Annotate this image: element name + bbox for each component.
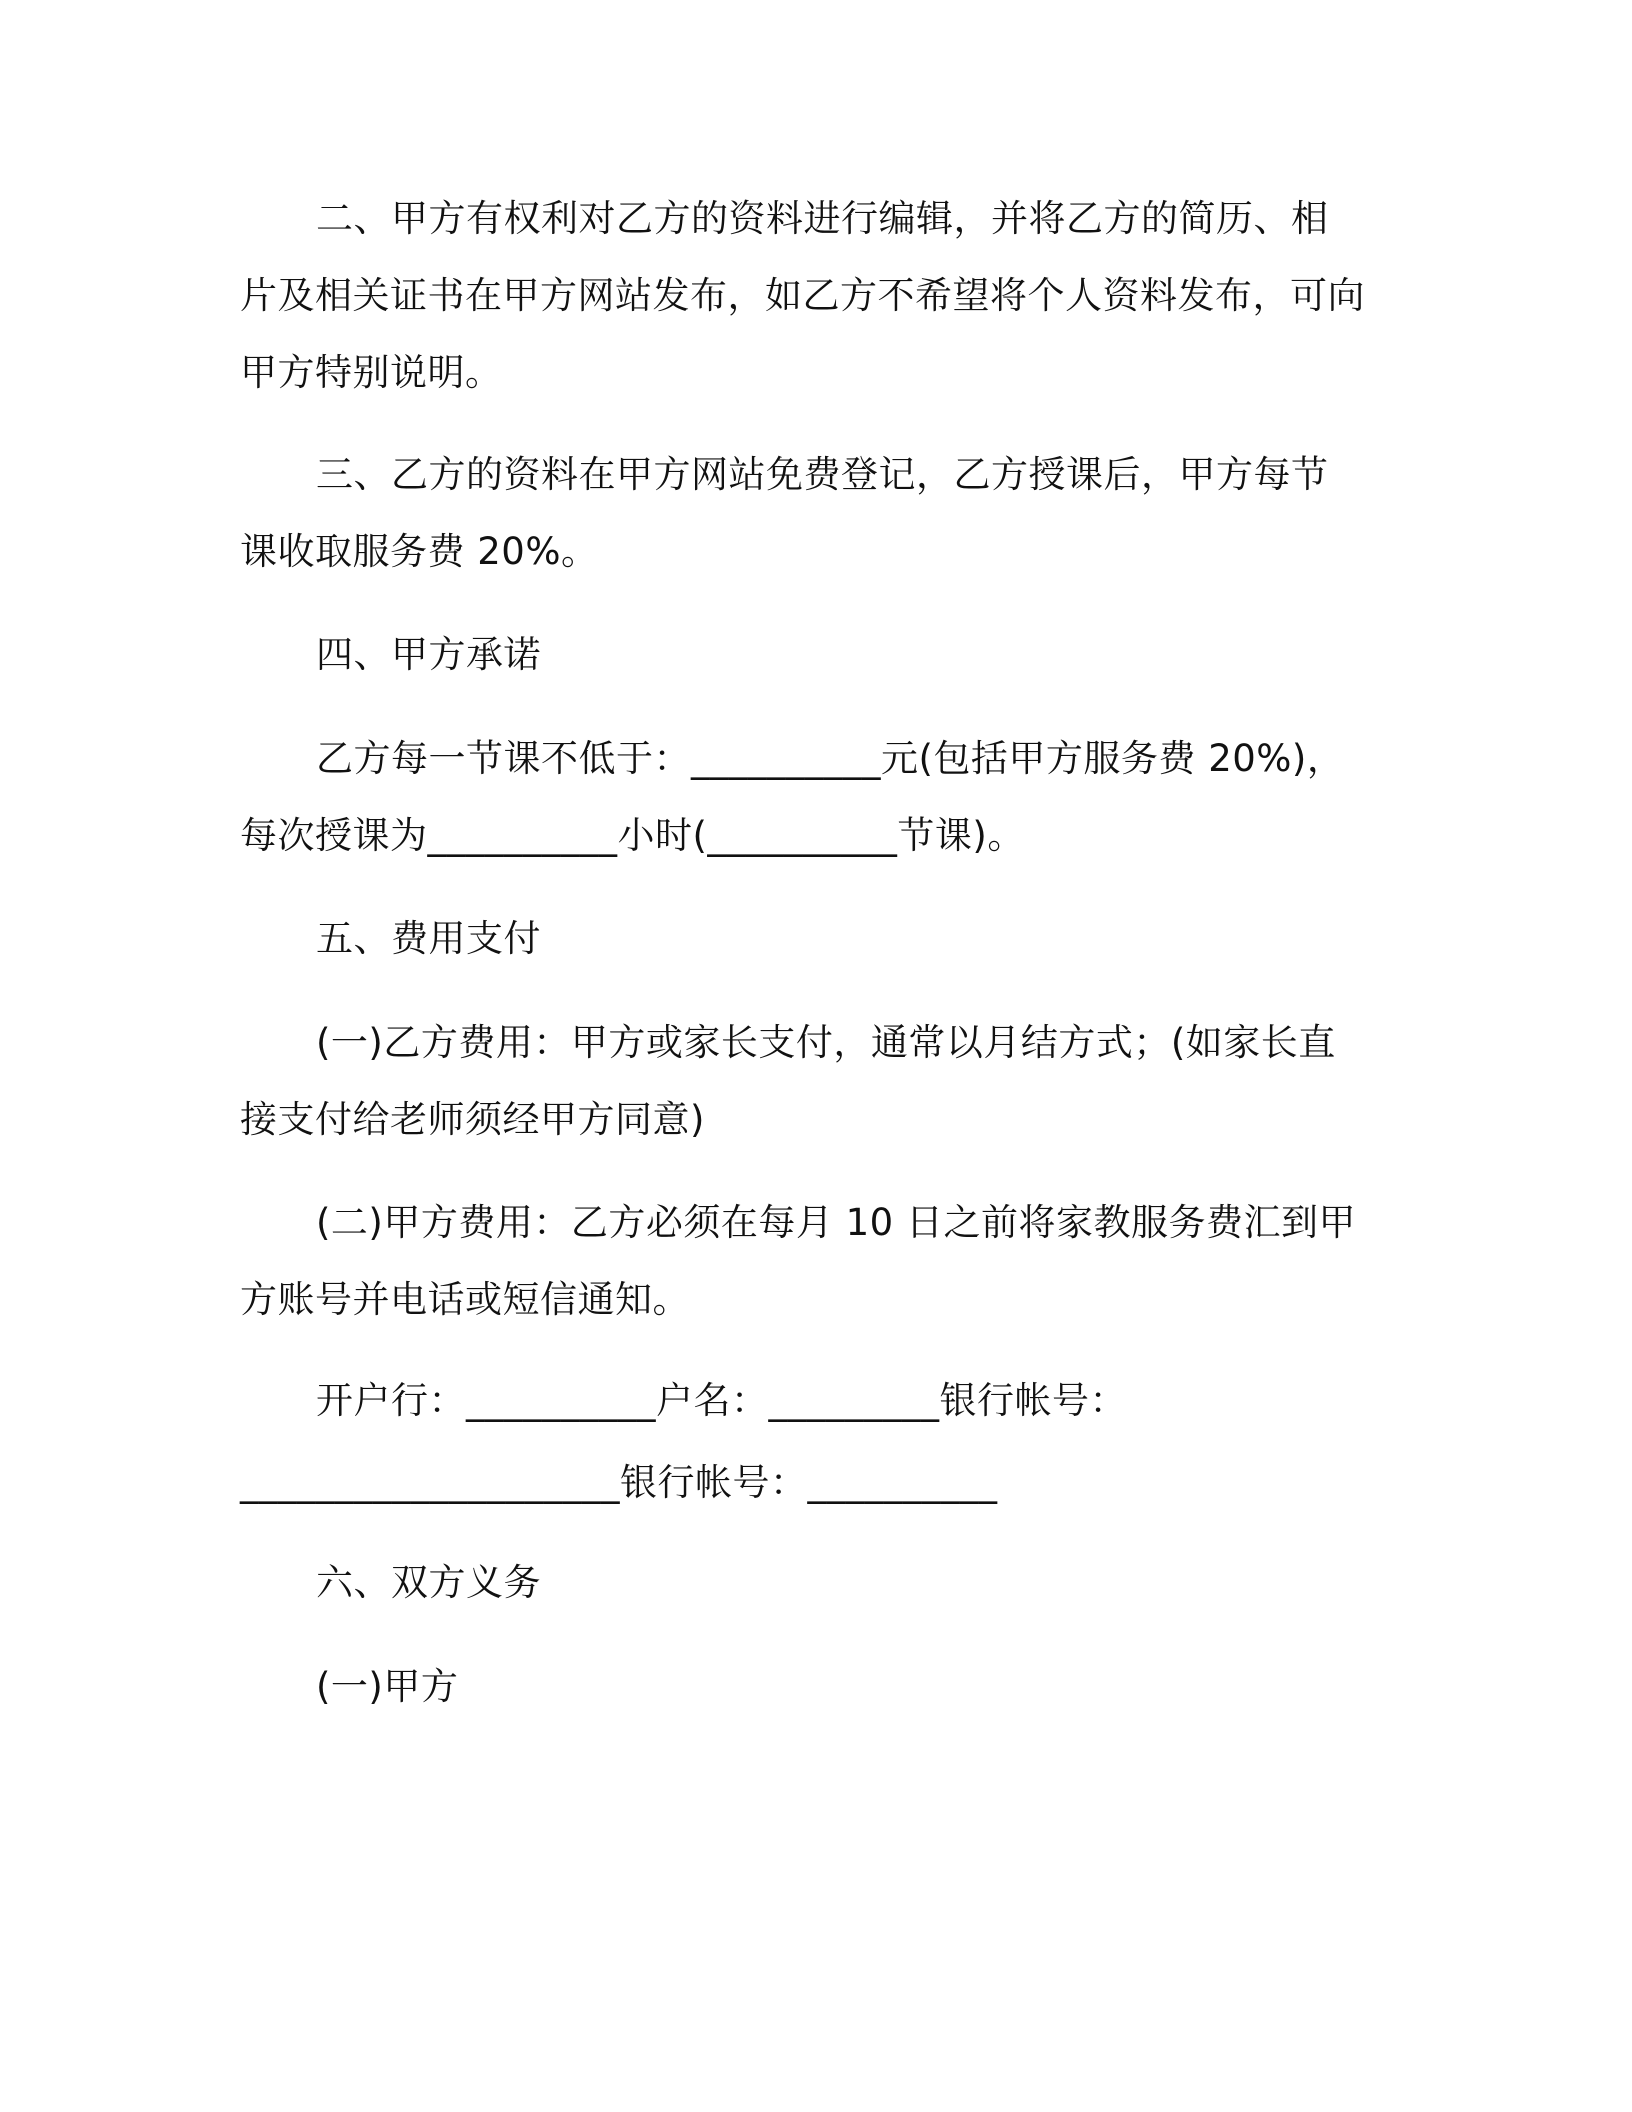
bank-info-line-1: 开户行：__________户名：_________银行帐号：: [316, 1379, 1127, 1422]
clause-5-item-2: (二)甲方费用：乙方必须在每月 10 日之前将家教服务费汇到甲方账号并电话或短信通知。: [240, 1201, 1356, 1321]
clause-6-heading: 六、双方义务: [316, 1561, 541, 1604]
clause-2-paragraph: 二、甲方有权利对乙方的资料进行编辑，并将乙方的简历、相片及相关证书在甲方网站发布，如乙方不希望将个人资料发布，可向甲方特别说明。: [240, 197, 1365, 394]
clause-5-item-1: (一)乙方费用：甲方或家长支付，通常以月结方式；(如家长直接支付给老师须经甲方同意): [240, 1021, 1336, 1141]
clause-4-body: 乙方每一节课不低于：__________元(包括甲方服务费 20%)，每次授课为__________小时(__________节课)。: [240, 737, 1345, 857]
bank-info-line-2: ____________________银行帐号：__________: [240, 1461, 998, 1504]
clause-6-item-1: (一)甲方: [316, 1665, 459, 1708]
clause-3-paragraph: 三、乙方的资料在甲方网站免费登记，乙方授课后，甲方每节课收取服务费 20%。: [240, 453, 1329, 573]
clause-5-heading: 五、费用支付: [316, 917, 541, 960]
clause-4-heading: 四、甲方承诺: [316, 633, 541, 676]
